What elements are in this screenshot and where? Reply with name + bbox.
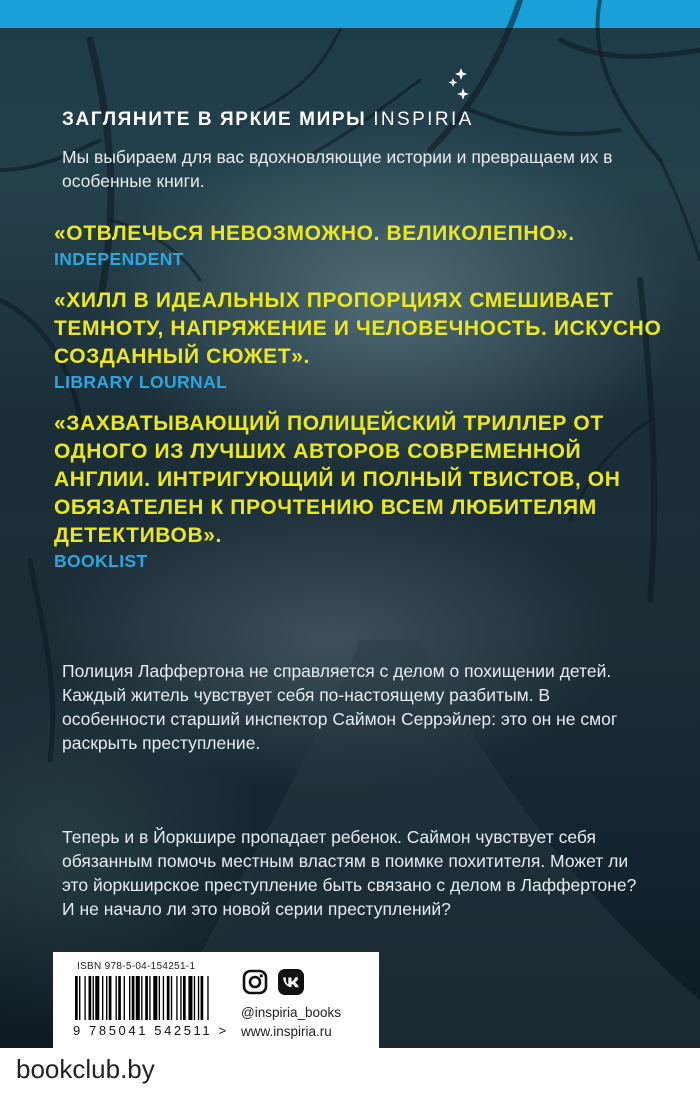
review-quote [54, 410, 664, 572]
review-quote [54, 287, 664, 393]
quote-source: LIBRARY LOURNAL [54, 372, 228, 392]
quote-source: BOOKLIST [54, 551, 148, 571]
sparkle-icon [446, 68, 472, 102]
isbn-label [53, 952, 379, 1048]
isbn-number: ISBN 978-5-04-154251-1 [77, 961, 196, 972]
brand-name: INSPIRIA [373, 109, 474, 130]
blurb-paragraph-1: Полиция Лаффертона не справляется с делом о похищении детей. Каждый житель чувствует себя по-настоящему разбитым. В особенности старший инспектор Саймон Серрэйлер: это он не смог раскрыть преступление. [62, 661, 618, 753]
footer-bar [0, 1048, 700, 1100]
barcode-digits: 9 785041 542511 > [73, 1023, 229, 1038]
headline-text: ЗАГЛЯНИТЕ В ЯРКИЕ МИРЫ [62, 109, 367, 130]
instagram-icon[interactable] [241, 968, 269, 996]
review-quote [54, 220, 664, 270]
quote-text: «ХИЛЛ В ИДЕАЛЬНЫХ ПРОПОРЦИЯХ СМЕШИВАЕТ ТЕМНОТУ, НАПРЯЖЕНИЕ И ЧЕЛОВЕЧНОСТЬ. ИСКУСНО СОЗДАННЫЙ СЮЖЕТ». [54, 289, 662, 368]
review-quotes [54, 220, 664, 589]
barcode [75, 976, 245, 1028]
publisher-website[interactable]: www.inspiria.ru [241, 1024, 332, 1039]
social-handle: @inspiria_books [241, 1005, 342, 1020]
vk-icon[interactable] [277, 968, 305, 996]
quote-text: «ЗАХВАТЫВАЮЩИЙ ПОЛИЦЕЙСКИЙ ТРИЛЛЕР ОТ ОДНОГО ИЗ ЛУЧШИХ АВТОРОВ СОВРЕМЕННОЙ АНГЛИИ. ИНТРИГУЮЩИЙ И ПОЛНЫЙ ТВИСТОВ, ОН ОБЯЗАТЕЛЕН К ПРОЧТЕНИЮ ВСЕМ ЛЮБИТЕЛЯМ ДЕТЕКТИВОВ». [54, 412, 621, 547]
series-headline [62, 109, 474, 131]
blurb-paragraph-2: Теперь и в Йоркшире пропадает ребенок. Саймон чувствует себя обязанным помочь местным властям в поимке похитителя. Может ли это йоркширское преступление быть связано с делом в Лаффертоне? И не начало ли это новой серии преступлений? [62, 827, 637, 919]
quote-source: INDEPENDENT [54, 249, 184, 269]
series-subtext: Мы выбираем для вас вдохновляющие истории и превращаем их в особенные книги. [62, 147, 613, 191]
quote-text: «ОТВЛЕЧЬСЯ НЕВОЗМОЖНО. ВЕЛИКОЛЕПНО». [54, 222, 575, 245]
source-watermark: bookclub.by [16, 1054, 155, 1084]
